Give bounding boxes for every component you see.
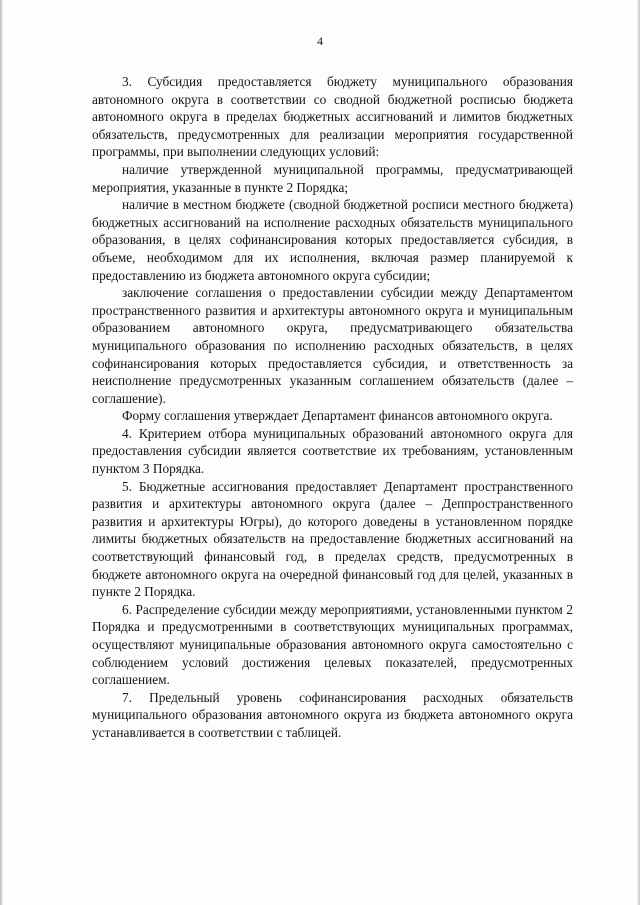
agreement-form-paragraph: Форму соглашения утверждает Департамент финансов автономного округа. xyxy=(122,408,553,424)
condition-agreement: заключение соглашения о предоставлении субсидии между Департаментом пространственного развития и архитектуры автономного округа и муниципальным образованием автономного округа, предусматривающего обязательства муниципального образования по исполнению расходных обязательств, в целях софинансирования которых предоставляется субсидия, и ответственность за неисполнение предусмотренных указанным соглашением обязательств (далее – соглашение). xyxy=(92,285,573,406)
paragraph-7-cofinancing-level: 7. Предельный уровень софинансирования расходных обязательств муниципального образования автономного округа из бюджета автономного округа устанавливается в соответствии с таблицей. xyxy=(92,689,573,740)
paragraph-3-subsidy-conditions: 3. Субсидия предоставляется бюджету муниципального образования автономного округа в соответствии со сводной бюджетной росписью бюджета автономного округа в пределах бюджетных ассигнований и лимитов бюджетных обязательств, предусмотренных для реализации мероприятия государственной программы, при выполнении следующих условий: xyxy=(92,74,573,160)
scan-edge-left xyxy=(0,0,3,905)
paragraph-6-subsidy-distribution: 6. Распределение субсидии между мероприятиями, установленными пунктом 2 Порядка и предусмотренными в соответствующих муниципальных программах, осуществляют муниципальные образования автономного округа самостоятельно с соблюдением условий достижения целевых показателей, предусмотренных соглашением. xyxy=(92,601,573,688)
page-number: 4 xyxy=(317,34,323,48)
condition-local-budget: наличие в местном бюджете (сводной бюджетной росписи местного бюджета) бюджетных ассигнований на исполнение расходных обязательств муниципального образования, в целях софинансирования которых предоставляется субсидия, в объеме, необходимом для их исполнения, включая размер планируемой к предоставлению из бюджета автономного округа субсидии; xyxy=(92,197,573,283)
document-body xyxy=(92,73,573,742)
condition-municipal-program: наличие утвержденной муниципальной программы, предусматривающей мероприятия, указанные в пункте 2 Порядка; xyxy=(92,161,573,195)
paragraph-5-budget-allocations: 5. Бюджетные ассигнования предоставляет Департамент пространственного развития и архитектуры автономного округа (далее – Деппространственного развития и архитектуры Югры), до которого доведены в установленном порядке лимиты бюджетных обязательств на предоставление бюджетных ассигнований на соответствующий финансовый год, в пределах средств, предусмотренных в бюджете автономного округа на очередной финансовый год для целей, указанных в пункте 2 Порядка. xyxy=(92,478,573,600)
paragraph-4-selection-criterion: 4. Критерием отбора муниципальных образований автономного округа для предоставления субсидии является соответствие их требованиям, установленным пунктом 3 Порядка. xyxy=(92,425,573,477)
